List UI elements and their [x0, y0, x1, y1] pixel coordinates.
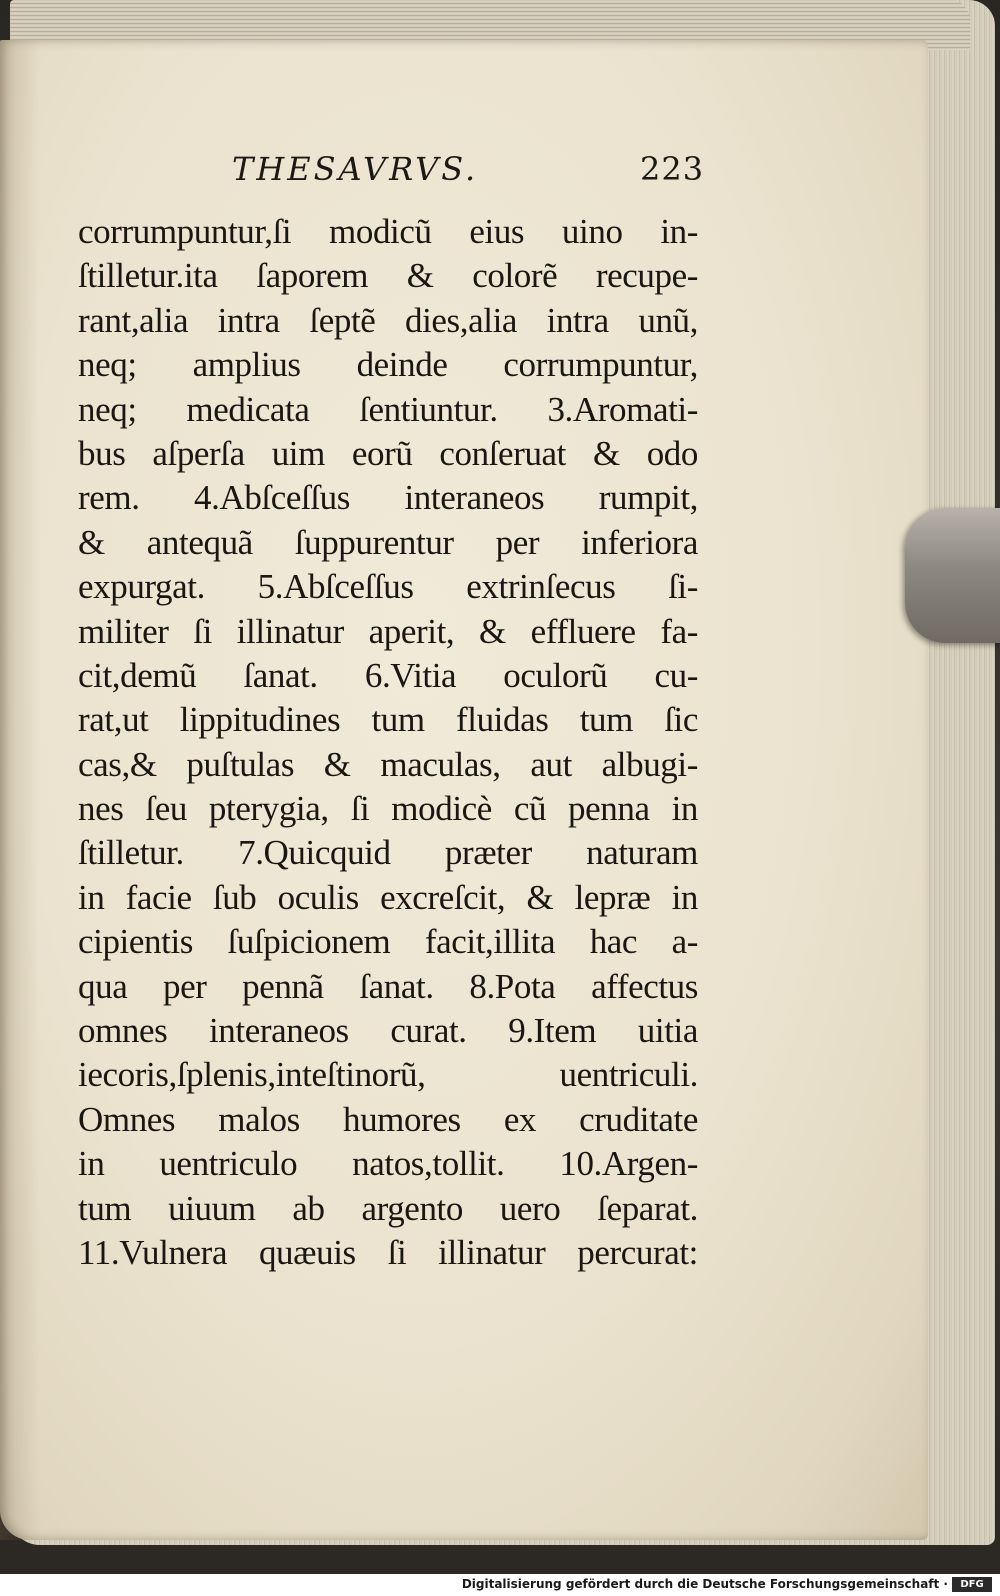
dfg-logo-icon: DFG	[952, 1577, 992, 1592]
text-line: militer ſi illinatur aperit, & effluere fa-	[78, 611, 698, 651]
text-line: corrumpuntur,ſi modicũ eius uino in-	[78, 212, 698, 251]
text-line: omnes interaneos curat. 9.Item uitia	[78, 1011, 698, 1051]
text-line: in facie ſub oculis excreſcit, & lepræ in	[78, 877, 698, 917]
text-line: expurgat. 5.Abſceſſus extrinſecus ſi-	[78, 567, 698, 607]
text-line: iecoris,ſplenis,inteſtinorũ, uentriculi.	[78, 1055, 698, 1095]
text-line: tum uiuum ab argento uero ſeparat.	[78, 1188, 698, 1228]
text-line: nes ſeu pterygia, ſi modicè cũ penna in	[78, 789, 698, 829]
text-line: rat,ut lippitudines tum fluidas tum ſic	[78, 700, 698, 740]
text-line: ſtilletur. 7.Quicquid præter naturam	[78, 833, 698, 873]
text-line: rem. 4.Abſceſſus interaneos rumpit,	[78, 478, 698, 518]
funding-credit: Digitalisierung gefördert durch die Deutsche Forschungsgemeinschaft ·	[461, 1577, 948, 1591]
text-line: neq; amplius deinde corrumpuntur,	[78, 345, 698, 385]
text-line: cit,demũ ſanat. 6.Vitia oculorũ cu-	[78, 655, 698, 695]
text-line: cipientis ſuſpicionem facit,illita hac a-	[78, 922, 698, 962]
text-line: 11.Vulnera quæuis ſi illinatur percurat:	[78, 1232, 698, 1272]
text-line: bus aſperſa uim eorũ conſeruat & odo	[78, 433, 698, 473]
text-line: & antequã ſuppurentur per inferiora	[78, 522, 698, 562]
text-line: ſtilletur.ita ſaporem & colorẽ recupe-	[78, 256, 698, 296]
text-line: rant,alia intra ſeptẽ dies,alia intra unũ,	[78, 300, 698, 340]
page-header	[0, 150, 930, 200]
page-number: 223	[640, 150, 705, 188]
running-head: THESAVRVS.	[232, 150, 479, 188]
body-text	[78, 210, 698, 1275]
gutter-shadow	[0, 40, 40, 1540]
text-line: qua per pennã ſanat. 8.Pota affectus	[78, 966, 698, 1006]
text-line: cas,& puſtulas & maculas, aut albugi-	[78, 744, 698, 784]
text-line: in uentriculo natos,tollit. 10.Argen-	[78, 1144, 698, 1184]
text-line: Omnes malos humores ex cruditate	[78, 1099, 698, 1139]
book-clamp	[905, 508, 1000, 643]
digitization-footer	[0, 1574, 1000, 1596]
text-line: neq; medicata ſentiuntur. 3.Aromati-	[78, 389, 698, 429]
